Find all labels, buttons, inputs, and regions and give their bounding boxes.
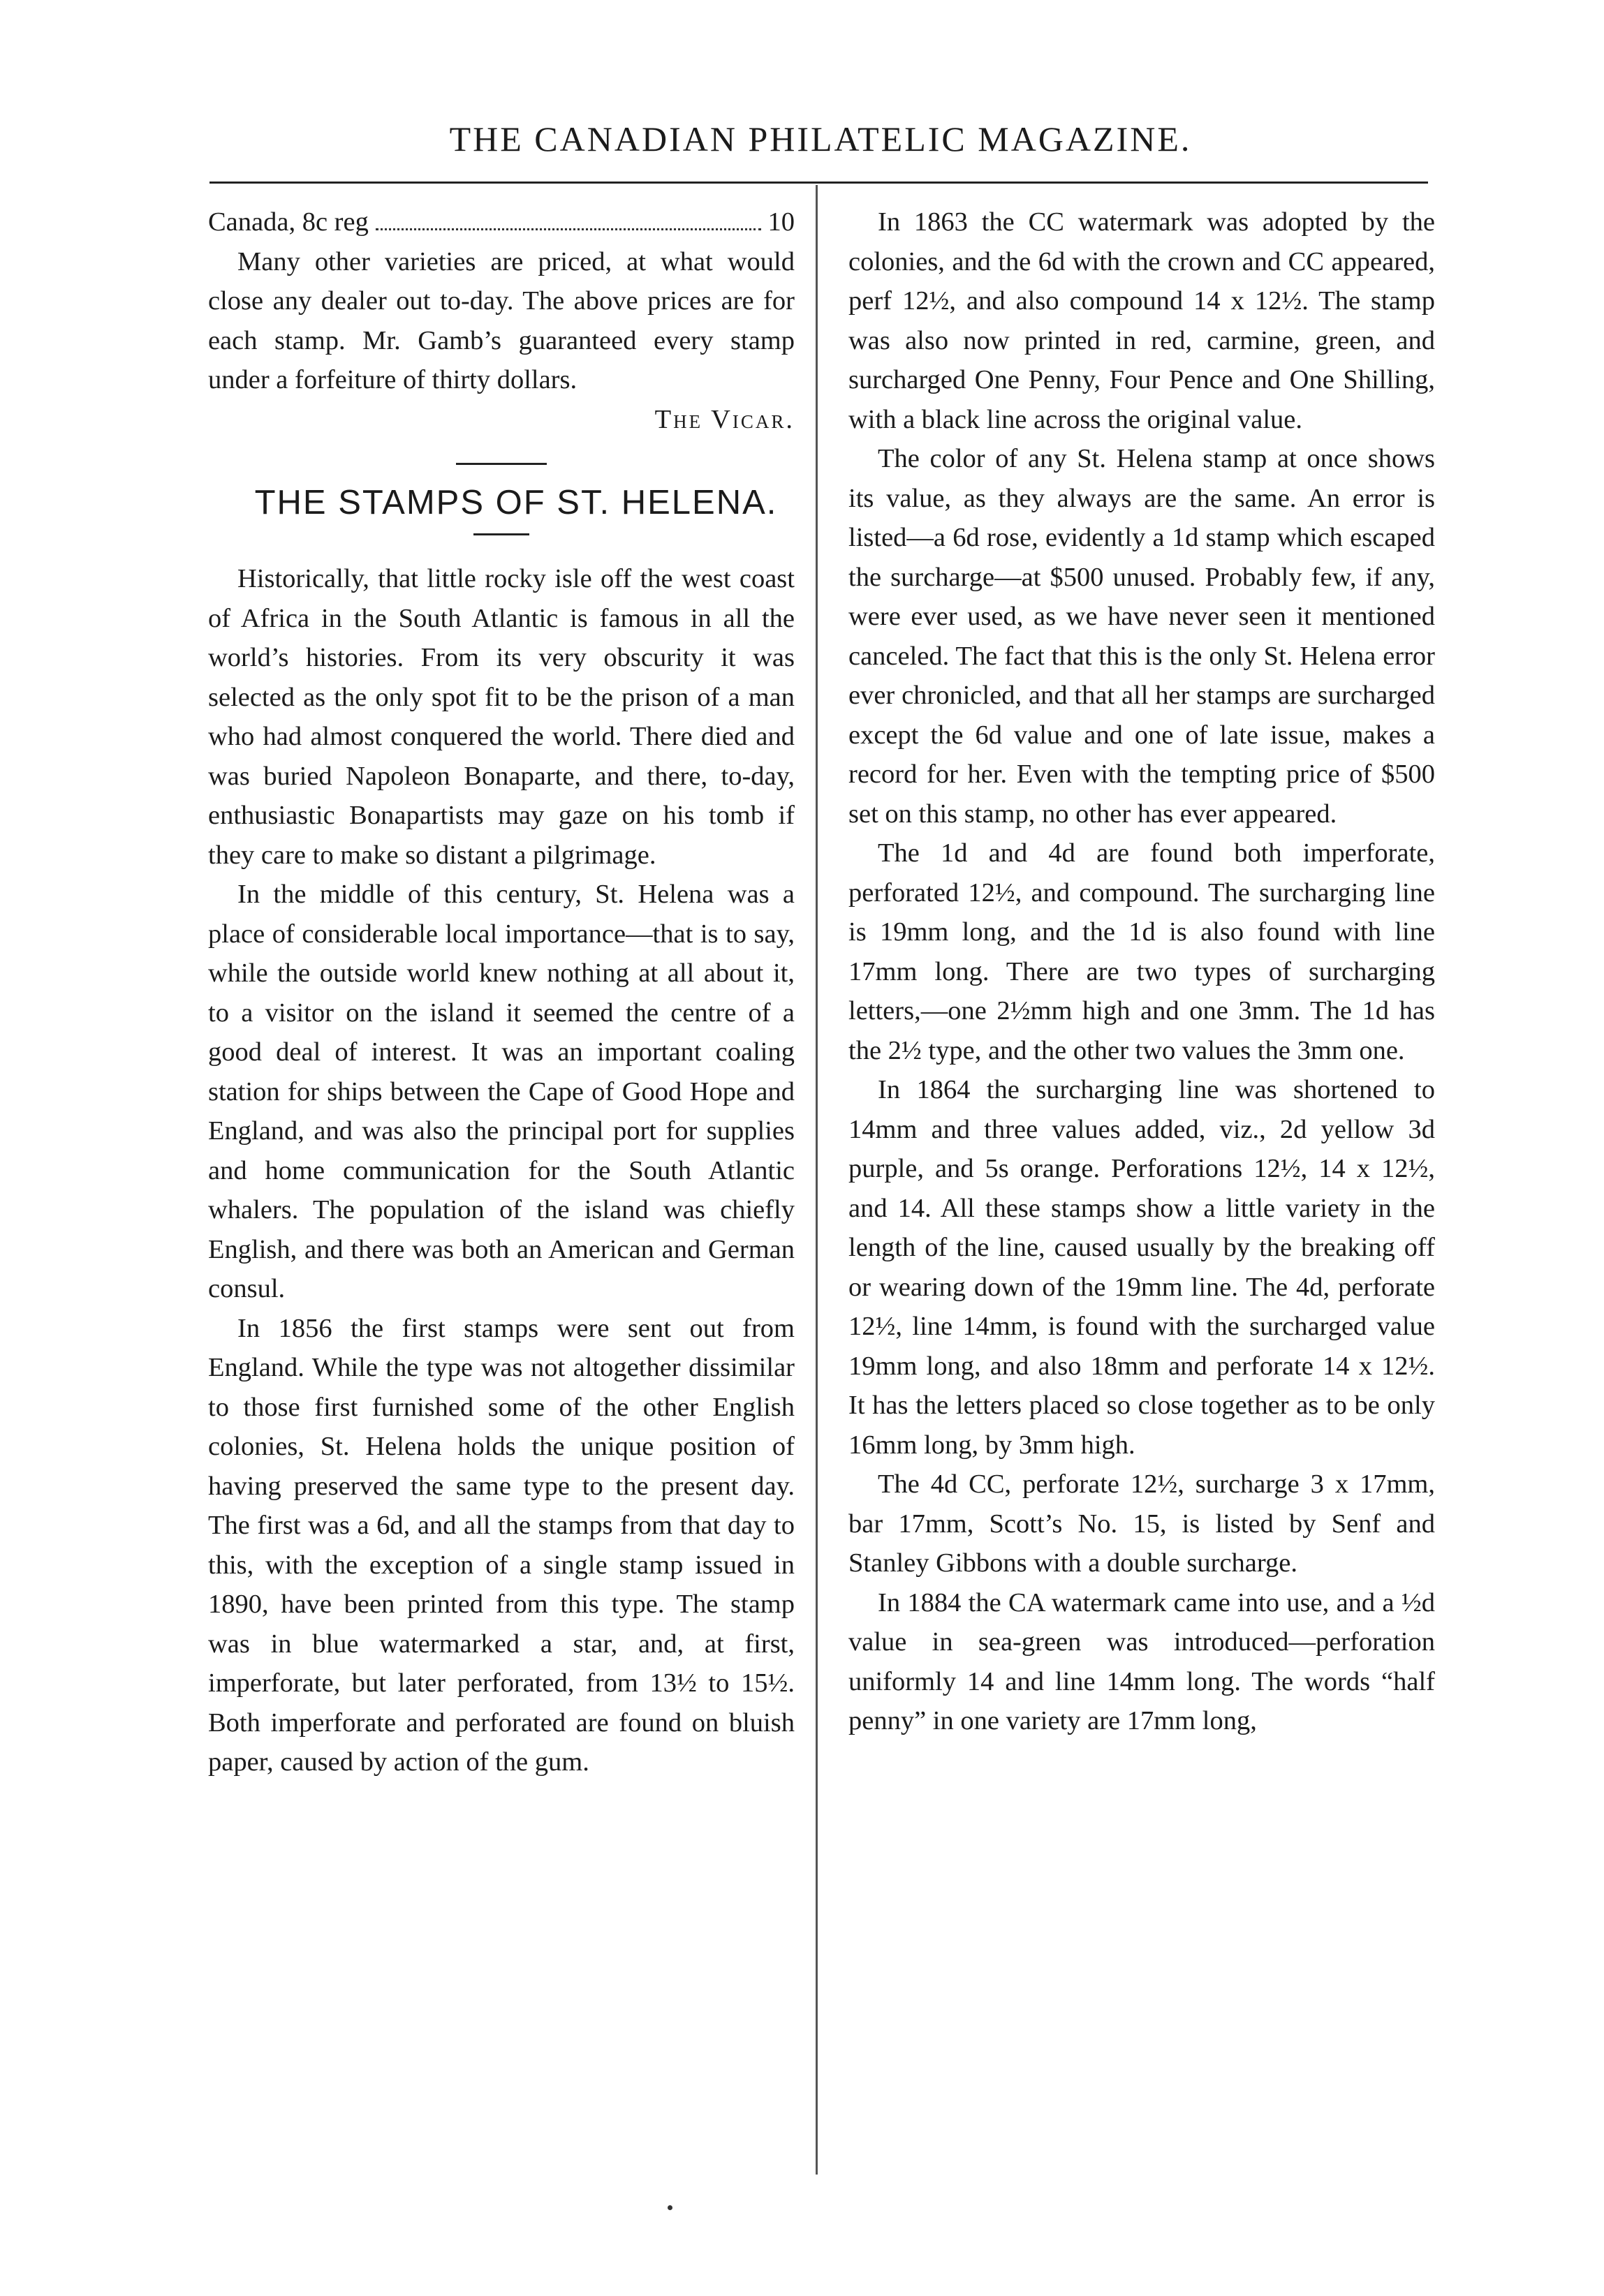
paragraph: In the middle of this century, St. Helena was a place of considerable local importance—that is to say, while the outside world knew nothing at all about it, to a visitor on the island it seemed the centre of a good deal of interest. It was an important coaling station for ships between the Cape of Good Hope and England, and was also the principal port for supplies and home communication for the South Atlantic whalers. The population of the island was chiefly English, and there was both an American and German consul. [208,880,795,1303]
paragraph: In 1864 the surcharging line was shortened to 14mm and three values added, viz., 2d yellow 3d purple, and 5s orange. Perforations 12½, 14 x 12½, and 14. All these stamps show a little variety in the length of the line, caused usually by the breaking off or wearing down of the 19mm line. The 4d, perforate 12½, line 14mm, is found with the surcharged value 19mm long, and also 18mm and perforate 14 x 12½. It has the letters placed so close together as to be only 16mm long, by 3mm high. [848,1075,1435,1460]
dot-leader [376,228,761,230]
paragraph: The 1d and 4d are found both imperforate, perforated 12½, and compound. The surcharging line is 19mm long, and the 1d is also found with line 17mm long. There are two types of surcharging letters,—one 2½mm high and one 3mm. The 1d has the 2½ type, and the other two values the 3mm one. [848,838,1435,1065]
price-entry [208,202,795,242]
price-entry-label: Canada, 8c reg [208,207,369,237]
paragraph: In 1884 the CA watermark came into use, and a ½d value in sea-green was introduced—perforation uniformly 14 and line 14mm long. The words “half penny” in one variety are 17mm long, [848,1587,1435,1735]
left-column [208,202,795,1782]
section-rule [456,463,547,465]
author-signature: The Vicar. [654,404,795,434]
paragraph: The color of any St. Helena stamp at once shows its value, as they always are the same. An error is listed—a 6d rose, evidently a 1d stamp which escaped the surcharge—at $500 unused. Probably few, if any, were ever used, as we have never seen it mentioned canceled. The fact that this is the only St. Helena error ever chronicled, and that all her stamps are surcharged except the 6d value and one of late issue, makes a record for her. Even with the tempting price of $500 set on this stamp, no other has ever appeared. [848,444,1435,829]
paragraph: In 1863 the CC watermark was adopted by the colonies, and the 6d with the crown and CC appeared, perf 12½, and also compound 14 x 12½. The stamp was also now printed in red, carmine, green, and surcharged One Penny, Four Pence and One Shilling, with a black line across the original value. [848,207,1435,434]
paragraph: In 1856 the first stamps were sent out from England. While the type was not altogether dissimilar to those first furnished some of the other English colonies, St. Helena holds the unique position of having preserved the same type to the present day. The first was a 6d, and all the stamps from that day to this, with the exception of a single stamp issued in 1890, have been printed from this type. The stamp was in blue watermarked a star, and, at first, imperforate, but later perforated, from 13½ to 15½. Both imperforate and perforated are found on bluish paper, caused by action of the gum. [208,1313,795,1777]
price-entry-value: 10 [767,207,795,237]
column-divider [816,185,818,2175]
paragraph: The 4d CC, perforate 12½, surcharge 3 x 17mm, bar 17mm, Scott’s No. 15, is listed by Senf and Stanley Gibbons with a double surcharge. [848,1469,1435,1578]
print-speck [668,2205,672,2210]
paragraph: Historically, that little rocky isle off the west coast of Africa in the South Atlantic is famous in all the world’s histories. From its very obscurity it was selected as the only spot fit to be the prison of a man who had almost conquered the world. There died and was buried Napoleon Bonaparte, and there, to-day, enthusiastic Bonapartists may gaze on his tomb if they care to make so distant a pilgrimage. [208,564,795,870]
header-rule [209,182,1428,184]
right-column [848,202,1435,1741]
paragraph: Many other varieties are priced, at what would close any dealer out to-day. The above prices are for each stamp. Mr. Gamb’s guaranteed every stamp under a forfeiture of thirty dollars. [208,246,795,394]
article-title: THE STAMPS OF ST. HELENA. [254,484,778,521]
title-rule [473,533,529,535]
page-header: THE CANADIAN PHILATELIC MAGAZINE. [449,119,1192,158]
